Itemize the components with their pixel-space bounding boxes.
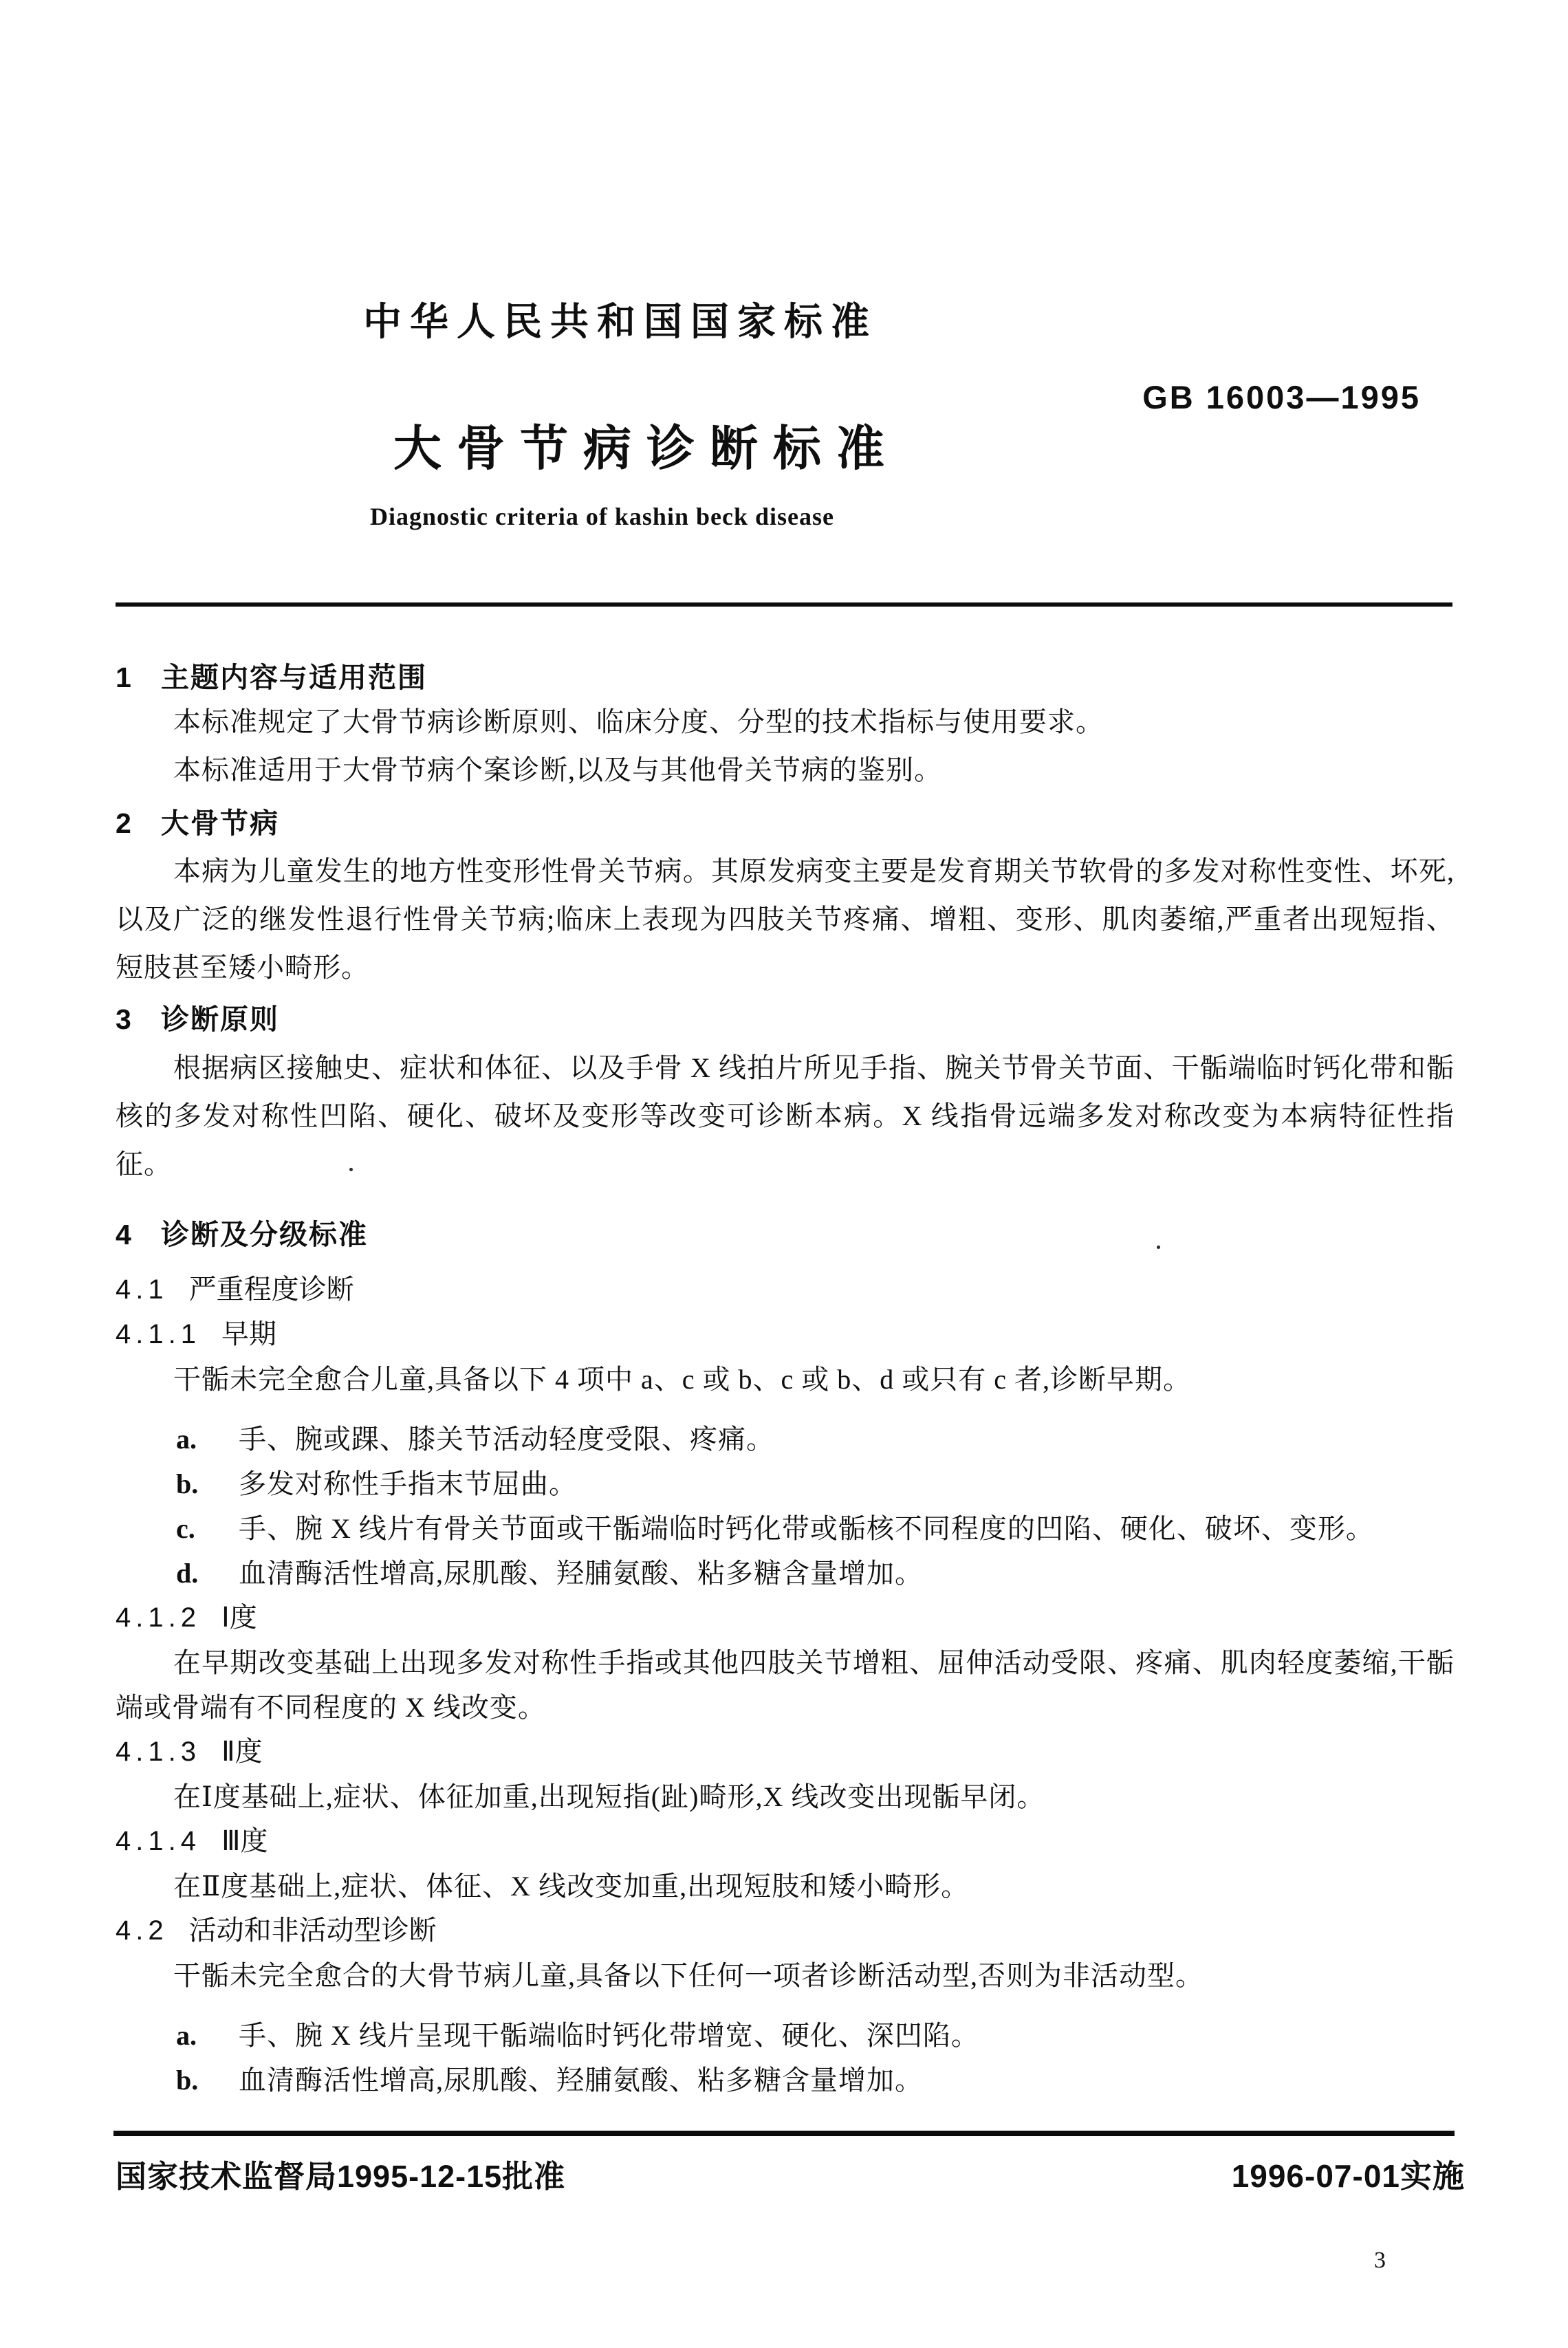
footer-divider-rule: [113, 2131, 1455, 2136]
list-item: [116, 1417, 1455, 1461]
clause-title: 活动和非活动型诊断: [188, 1915, 437, 1946]
list-item-label: d.: [176, 1558, 199, 1589]
section-heading-1: [116, 660, 1455, 695]
list-item: [116, 1506, 1455, 1551]
clause-heading-4-1-2: [116, 1596, 1455, 1640]
paragraph: 本标准适用于大骨节病个案诊断,以及与其他骨关节病的鉴别。: [173, 754, 942, 785]
paragraph: 在Ⅱ度基础上,症状、体征、X 线改变加重,出现短肢和矮小畸形。: [173, 1871, 970, 1902]
clause-title: Ⅱ度: [221, 1737, 263, 1767]
clause-title: 早期: [221, 1319, 276, 1349]
list-item-text: 手、腕或踝、膝关节活动轻度受限、疼痛。: [239, 1424, 774, 1455]
list-item-label: b.: [176, 2065, 199, 2096]
list-item: [116, 2013, 1455, 2058]
section-title: 大骨节病: [161, 807, 279, 839]
paragraph: 根据病区接触史、症状和体征、以及手骨 X 线拍片所见手指、腕关节骨关节面、干骺端临时钙化带和骺核的多发对称性凹陷、硬化、破坏及变形等改变可诊断本病。X 线指骨远端多发对称改变为本病特征性指征。: [116, 1052, 1455, 1180]
section-title: 主题内容与适用范围: [161, 662, 427, 693]
list-item: [116, 2058, 1455, 2102]
list-item: [116, 1551, 1455, 1596]
clause-title: Ⅰ度: [221, 1602, 257, 1633]
list-item-text: 手、腕 X 线片呈现干骺端临时钙化带增宽、硬化、深凹陷。: [239, 2020, 979, 2051]
list-item-label: b.: [176, 1468, 199, 1499]
list-item: [116, 1461, 1455, 1506]
paragraph: 本病为儿童发生的地方性变形性骨关节病。其原发病变主要是发育期关节软骨的多发对称性变性、坏死,以及广泛的继发性退行性骨关节病;临床上表现为四肢关节疼痛、增粗、变形、肌肉萎缩,严重者出现短指、短肢甚至矮小畸形。: [116, 856, 1455, 983]
clause-heading-4-1-3: [116, 1730, 1455, 1774]
clause-title: Ⅲ度: [221, 1826, 268, 1856]
standard-series-label: 中华人民共和国国家标准: [363, 300, 878, 343]
list-item-label: a.: [176, 2020, 197, 2051]
paragraph: 在Ⅰ度基础上,症状、体征加重,出现短指(趾)畸形,X 线改变出现骺早闭。: [173, 1781, 1045, 1812]
clause-number: 4.2: [116, 1915, 168, 1946]
document-title-chinese: 大骨节病诊断标准: [393, 422, 900, 475]
section-title: 诊断原则: [161, 1003, 279, 1035]
list-item-text: 血清酶活性增高,尿肌酸、羟脯氨酸、粘多糖含量增加。: [239, 1558, 923, 1589]
clause-heading-4-1-4: [116, 1819, 1455, 1864]
standard-code: GB 16003—1995: [1142, 379, 1421, 415]
list-item-text: 血清酶活性增高,尿肌酸、羟脯氨酸、粘多糖含量增加。: [239, 2065, 923, 2096]
approval-note: 国家技术监督局1995-12-15批准: [116, 2159, 566, 2194]
section-title: 诊断及分级标准: [161, 1219, 368, 1250]
criteria-list: [116, 1417, 1455, 1596]
clause-number: 4.1.3: [116, 1737, 201, 1767]
section-number: 2: [116, 807, 133, 839]
section-number: 4: [116, 1219, 133, 1250]
clause-number: 4.1.2: [116, 1602, 201, 1633]
section-number: 3: [116, 1003, 133, 1035]
paragraph: 本标准规定了大骨节病诊断原则、临床分度、分型的技术指标与使用要求。: [173, 706, 1104, 737]
section-heading-4: [116, 1217, 1455, 1252]
page-number: 3: [1374, 2248, 1386, 2273]
paragraph: 干骺未完全愈合的大骨节病儿童,具备以下任何一项者诊断活动型,否则为非活动型。: [173, 1960, 1204, 1991]
list-item-label: c.: [176, 1513, 195, 1544]
criteria-list: [116, 2013, 1455, 2102]
clause-number: 4.1: [116, 1274, 168, 1305]
clause-heading-4-1-1: [116, 1312, 1455, 1357]
clause-number: 4.1.4: [116, 1826, 201, 1856]
scan-artifact-dot: [349, 1168, 353, 1171]
section-heading-2: [116, 806, 1455, 840]
list-item-text: 多发对称性手指末节屈曲。: [239, 1468, 577, 1499]
paragraph: 干骺未完全愈合儿童,具备以下 4 项中 a、c 或 b、c 或 b、d 或只有 c 者,诊断早期。: [173, 1364, 1192, 1395]
paragraph: 在早期改变基础上出现多发对称性手指或其他四肢关节增粗、屈伸活动受限、疼痛、肌肉轻度萎缩,干骺端或骨端有不同程度的 X 线改变。: [116, 1647, 1455, 1723]
implementation-note: 1996-07-01实施: [1231, 2158, 1465, 2194]
list-item-label: a.: [176, 1424, 197, 1455]
list-item-text: 手、腕 X 线片有骨关节面或干骺端临时钙化带或骺核不同程度的凹陷、硬化、破坏、变形。: [239, 1513, 1374, 1544]
document-title-english: Diagnostic criteria of kashin beck disease: [370, 503, 834, 530]
clause-heading-4-1: [116, 1268, 1455, 1312]
clause-heading-4-2: [116, 1909, 1455, 1953]
clause-number: 4.1.1: [116, 1319, 201, 1349]
clause-title: 严重程度诊断: [188, 1274, 354, 1305]
section-heading-3: [116, 1002, 1455, 1036]
header-divider-rule: [116, 602, 1452, 607]
document-body: [116, 646, 1455, 2102]
section-number: 1: [116, 662, 133, 693]
scan-artifact-dot: [1157, 1246, 1160, 1249]
